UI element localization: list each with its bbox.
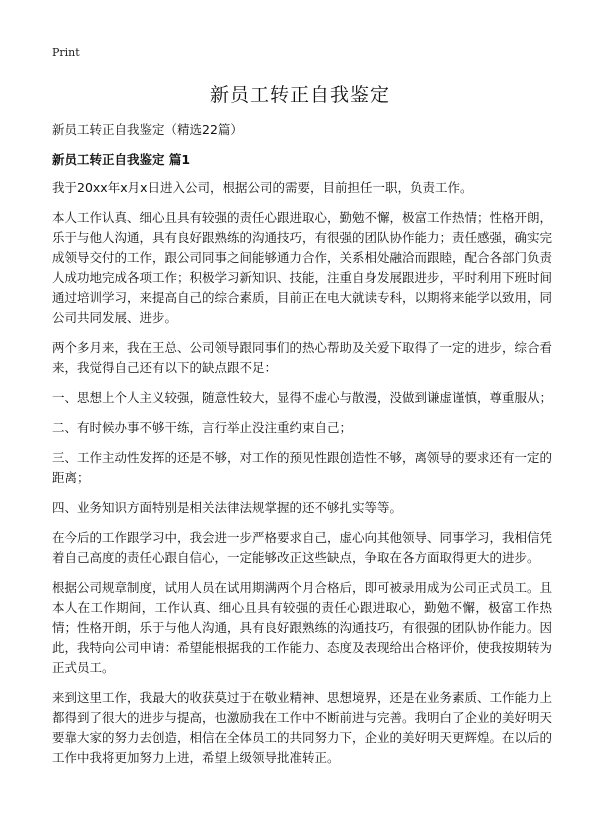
- paragraph: 一、思想上个人主义较强，随意性较大，显得不虚心与散漫，没做到谦虚谨慎，尊重服从；: [52, 390, 553, 405]
- paragraph: 本人工作认真、细心且具有较强的责任心跟进取心，勤勉不懈，极富工作热情；性格开朗，乐于与他人沟通，具有良好跟熟练的沟通技巧，有很强的团队协作能力；责任感强，确实完成领导交付的工作，跟公司同事之间能够通力合作，关系相处融洽而跟睦，配合各部门负责人成功地完成各项工作；积极学习新知识、技能，注重自身发展跟进步，平时利用下班时间通过培训学习，来提高自己的综合素质，目前正在电大就读专科，以期将来能学以致用，同公司共同发展、进步。: [52, 210, 553, 325]
- paragraph: 根据公司规章制度，试用人员在试用期满两个月合格后，即可被录用成为公司正式员工。且本人在工作期间，工作认真、细心且具有较强的责任心跟进取心，勤勉不懈，极富工作热情；性格开朗，乐于与他人沟通，具有良好跟熟练的沟通技巧，有很强的团队协作能力。因此，我特向公司申请：希望能根据我的工作能力、态度及表现给出合格评价，使我按期转为正式员工。: [52, 580, 553, 675]
- paragraph: 两个多月来，我在王总、公司领导跟同事们的热心帮助及关爱下取得了一定的进步，综合看来，我觉得自己还有以下的缺点跟不足：: [52, 340, 553, 375]
- document-content: [52, 120, 552, 778]
- paragraph: 我于20xx年x月x日进入公司，根据公司的需要，目前担任一职，负责工作。: [52, 180, 473, 195]
- section-heading: 新员工转正自我鉴定 篇1: [52, 152, 191, 167]
- document-subtitle: 新员工转正自我鉴定（精选22篇）: [52, 122, 243, 137]
- paragraph: 来到这里工作，我最大的收获莫过于在敬业精神、思想境界，还是在业务素质、工作能力上都得到了很大的进步与提高，也激励我在工作中不断前进与完善。我明白了企业的美好明天要靠大家的努力去创造，相信在全体员工的共同努力下，企业的美好明天更辉煌。在以后的工作中我将更加努力上进，希望上级领导批准转正。: [52, 690, 553, 765]
- paragraph: 三、工作主动性发挥的还是不够，对工作的预见性跟创造性不够，离领导的要求还有一定的距离；: [52, 450, 553, 485]
- paragraph: 在今后的工作跟学习中，我会进一步严格要求自己，虚心向其他领导、同事学习，我相信凭着自己高度的责任心跟自信心，一定能够改正这些缺点，争取在各方面取得更大的进步。: [52, 530, 553, 565]
- print-label: Print: [52, 46, 80, 59]
- paragraph: 四、业务知识方面特别是相关法律法规掌握的还不够扎实等等。: [52, 500, 403, 515]
- paragraph: 二、有时候办事不够干练，言行举止没注重约束自己；: [52, 420, 353, 435]
- document-title: 新员工转正自我鉴定: [209, 84, 390, 106]
